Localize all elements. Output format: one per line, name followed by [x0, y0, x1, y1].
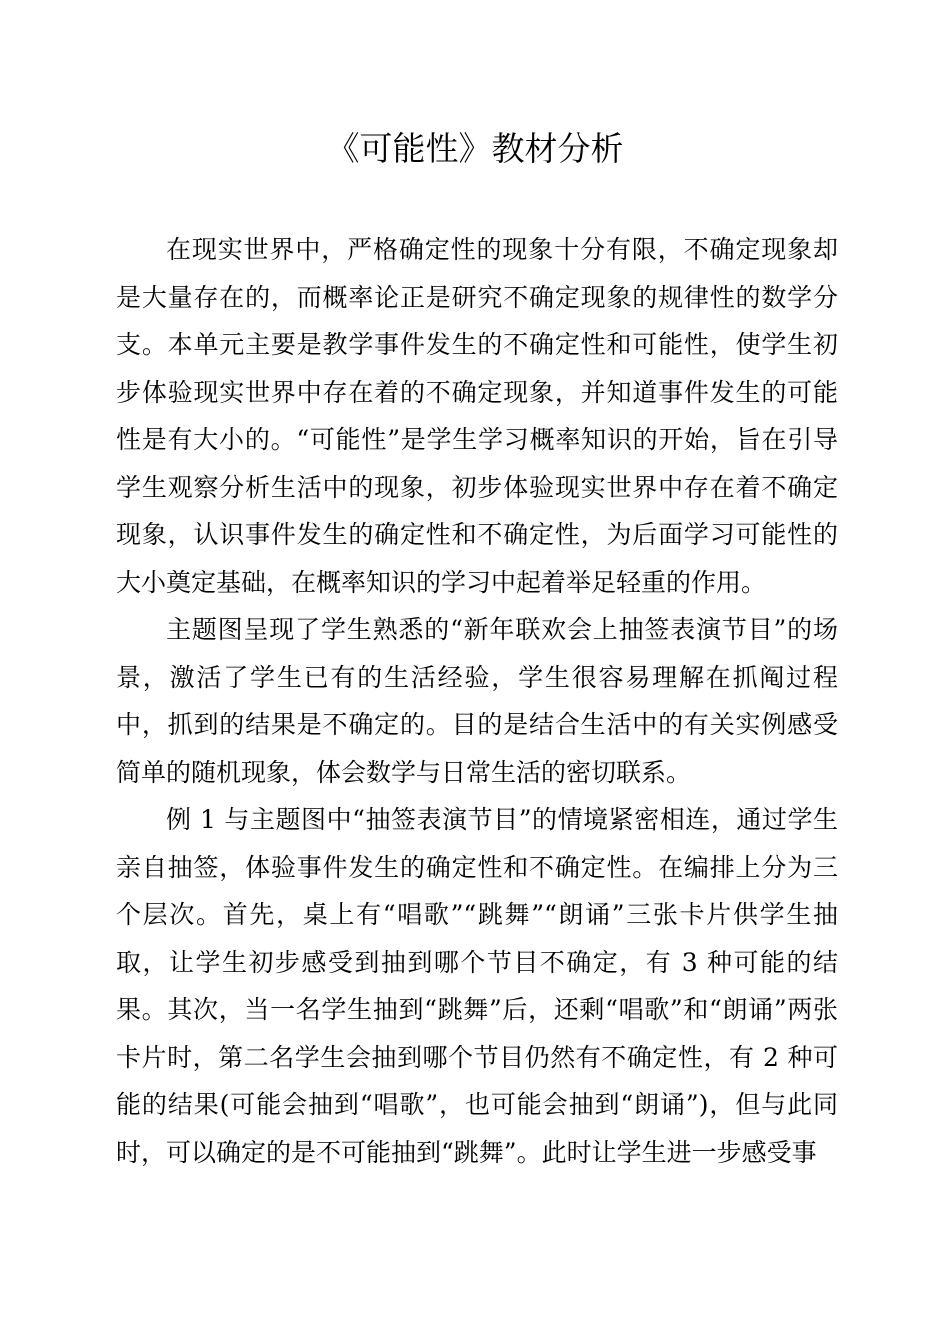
paragraph-intro: 在现实世界中，严格确定性的现象十分有限，不确定现象却是大量存在的，而概率论正是研究不确定现象的规律性的数学分支。本单元主要是教学事件发生的不确定性和可能性，使学生初步体验现实世界中存在着的不确定现象，并知道事件发生的可能性是有大小的。“可能性”是学生学习概率知识的开始，旨在引导学生观察分析生活中的现象，初步体验现实世界中存在着不确定现象，认识事件发生的确定性和不确定性，为后面学习可能性的大小奠定基础，在概率知识的学习中起着举足轻重的作用。: [116, 235, 838, 597]
document-title: 《可能性》教材分析: [326, 129, 624, 168]
paragraph-theme-picture: 主题图呈现了学生熟悉的“新年联欢会上抽签表演节目”的场景，激活了学生已有的生活经验，学生很容易理解在抓阄过程中，抓到的结果是不确定的。目的是结合生活中的有关实例感受简单的随机现象，体会数学与日常生活的密切联系。: [116, 615, 838, 787]
paragraph-example-1: 例 1 与主题图中“抽签表演节目”的情境紧密相连，通过学生亲自抽签，体验事件发生的确定性和不确定性。在编排上分为三个层次。首先，桌上有“唱歌”“跳舞”“朗诵”三张卡片供学生抽取，让学生初步感受到抽到哪个节目不确定，有 3 种可能的结果。其次，当一名学生抽到“跳舞”后，还剩“唱歌”和“朗诵”两张卡片时，第二名学生会抽到哪个节目仍然有不确定性，有 2 种可能的结果(可能会抽到“唱歌”，也可能会抽到“朗诵”)，但与此同时，可以确定的是不可能抽到“跳舞”。此时让学生进一步感受事: [116, 805, 838, 1167]
document-body: [116, 226, 838, 1176]
